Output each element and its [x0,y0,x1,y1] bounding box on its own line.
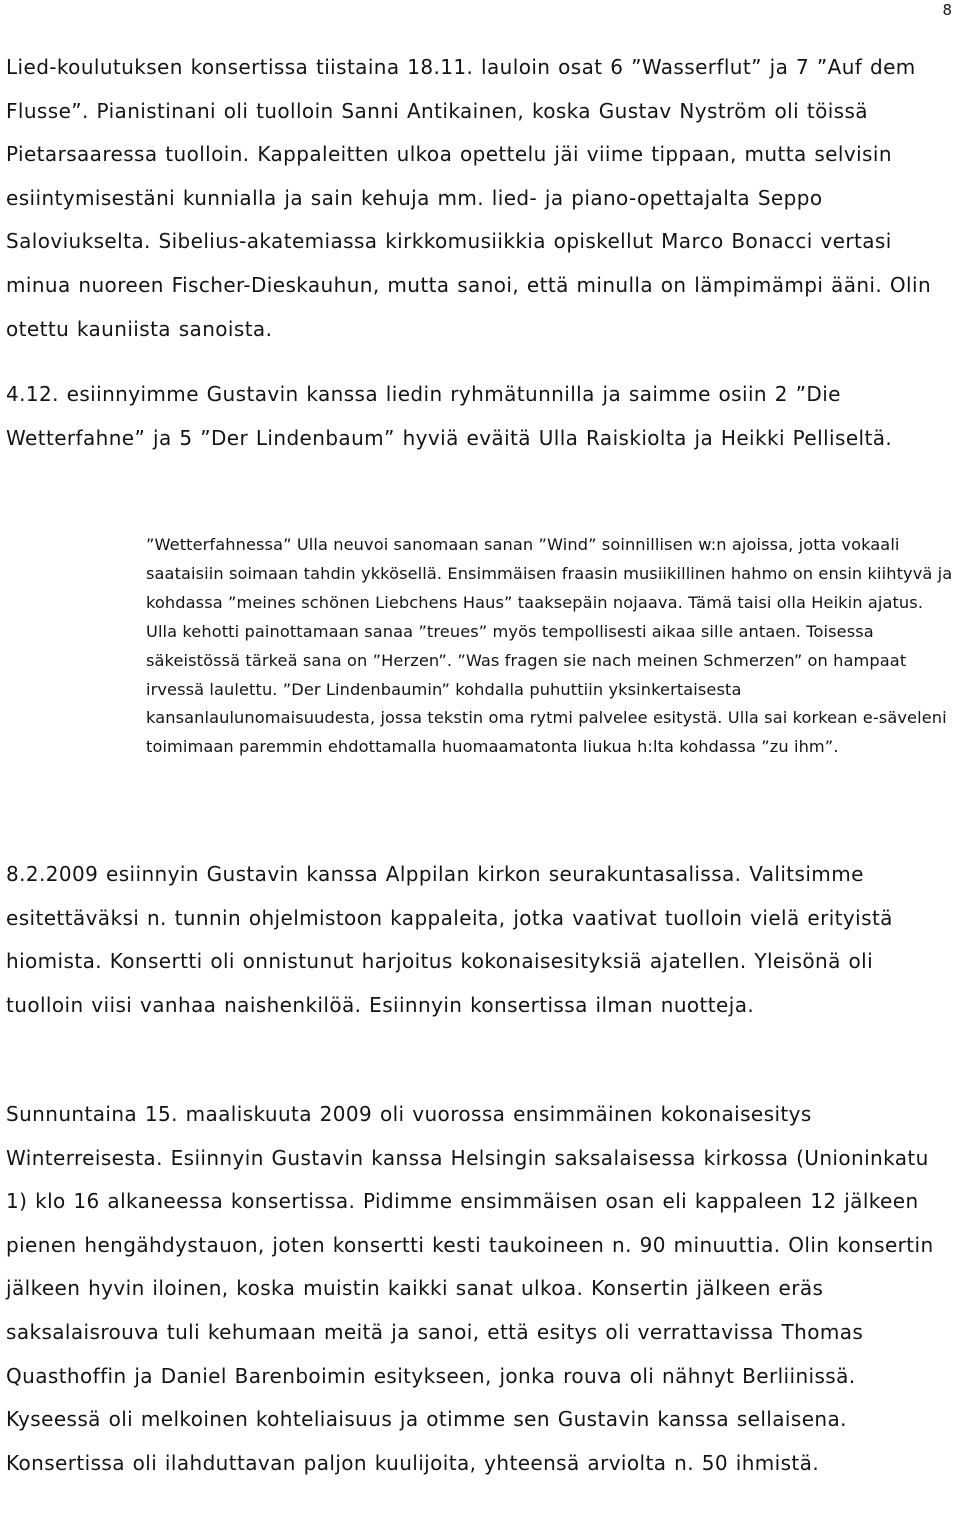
paragraph-alppila-concert: 8.2.2009 esiinnyin Gustavin kanssa Alppilan kirkon seurakuntasalissa. Valitsimme esitettäväksi n. tunnin ohjelmistoon kappaleita, jotka vaativat tuolloin vielä erityistä hiomista. Konsertti oli onnistunut harjoitus kokonaisesityksiä ajatellen. Yleisönä oli tuolloin viisi vanhaa naishenkilöä. Esiinnyin konsertissa ilman nuotteja. [6,862,893,1017]
indented-lesson-notes: ”Wetterfahnessa” Ulla neuvoi sanomaan sanan ”Wind” soinnillisen w:n ajoissa, jotta vokaali saataisiin soimaan tahdin ykkösellä. Ensimmäisen fraasin musiikillinen hahmo on ensin kiihtyvä ja kohdassa ”meines schönen Liebchens Haus” taaksepäin nojaava. Tämä taisi olla Heikin ajatus. Ulla kehotti painottamaan sanaa ”treues” myös tempollisesti aikaa sille antaen. Toisessa säkeistössä tärkeä sana on ”Herzen”. ”Was fragen sie nach meinen Schmerzen” on hampaat irvessä laulettu. ”Der Lindenbaumin” kohdalla puhuttiin yksinkertaisesta kansanlaulunomaisuudesta, jossa tekstin oma rytmi palvelee esitystä. Ulla sai korkean e-säveleni toimimaan paremmin ehdottamalla huomaamatonta liukua h:lta kohdassa ”zu ihm”. [146,535,953,757]
paragraph-group-lesson: 4.12. esiinnyimme Gustavin kanssa liedin ryhmätunnilla ja saimme osiin 2 ”Die Wetterfahne” ja 5 ”Der Lindenbaum” hyviä eväitä Ulla Raiskiolta ja Heikki Pelliseltä. [6,382,893,450]
paragraph-winterreise-performance: Sunnuntaina 15. maaliskuuta 2009 oli vuorossa ensimmäinen kokonaisesitys Winterreisesta. Esiinnyin Gustavin kanssa Helsingin saksalaisessa kirkossa (Unioninkatu 1) klo 16 alkaneessa konsertissa. Pidimme ensimmäisen osan eli kappaleen 12 jälkeen pienen hengähdystauon, joten konsertti kesti taukoineen n. 90 minuuttia. Olin konsertin jälkeen hyvin iloinen, koska muistin kaikki sanat ulkoa. Konsertin jälkeen eräs saksalaisrouva tuli kehumaan meitä ja sanoi, että esitys oli verrattavissa Thomas Quasthoffin ja Daniel Barenboimin esitykseen, jonka rouva oli nähnyt Berliinissä. Kyseessä oli melkoinen kohteliaisuus ja otimme sen Gustavin kanssa sellaisena. Konsertissa oli ilahduttavan paljon kuulijoita, yhteensä arviolta n. 50 ihmistä. [6,1102,934,1475]
paragraph-lied-concert: Lied-koulutuksen konsertissa tiistaina 18.11. lauloin osat 6 ”Wasserflut” ja 7 ”Auf dem Flusse”. Pianistinani oli tuolloin Sanni Antikainen, koska Gustav Nyström oli töissä Pietarsaaressa tuolloin. Kappaleitten ulkoa opettelu jäi viime tippaan, mutta selvisin esiintymisestäni kunnialla ja sain kehuja mm. lied- ja piano-opettajalta Seppo Saloviukselta. Sibelius-akatemiassa kirkkomusiikkia opiskellut Marco Bonacci vertasi minua nuoreen Fischer-Dieskauhun, mutta sanoi, että minulla on lämpimämpi ääni. Olin otettu kauniista sanoista. [6,55,932,341]
page-number: 8 [942,1,952,19]
